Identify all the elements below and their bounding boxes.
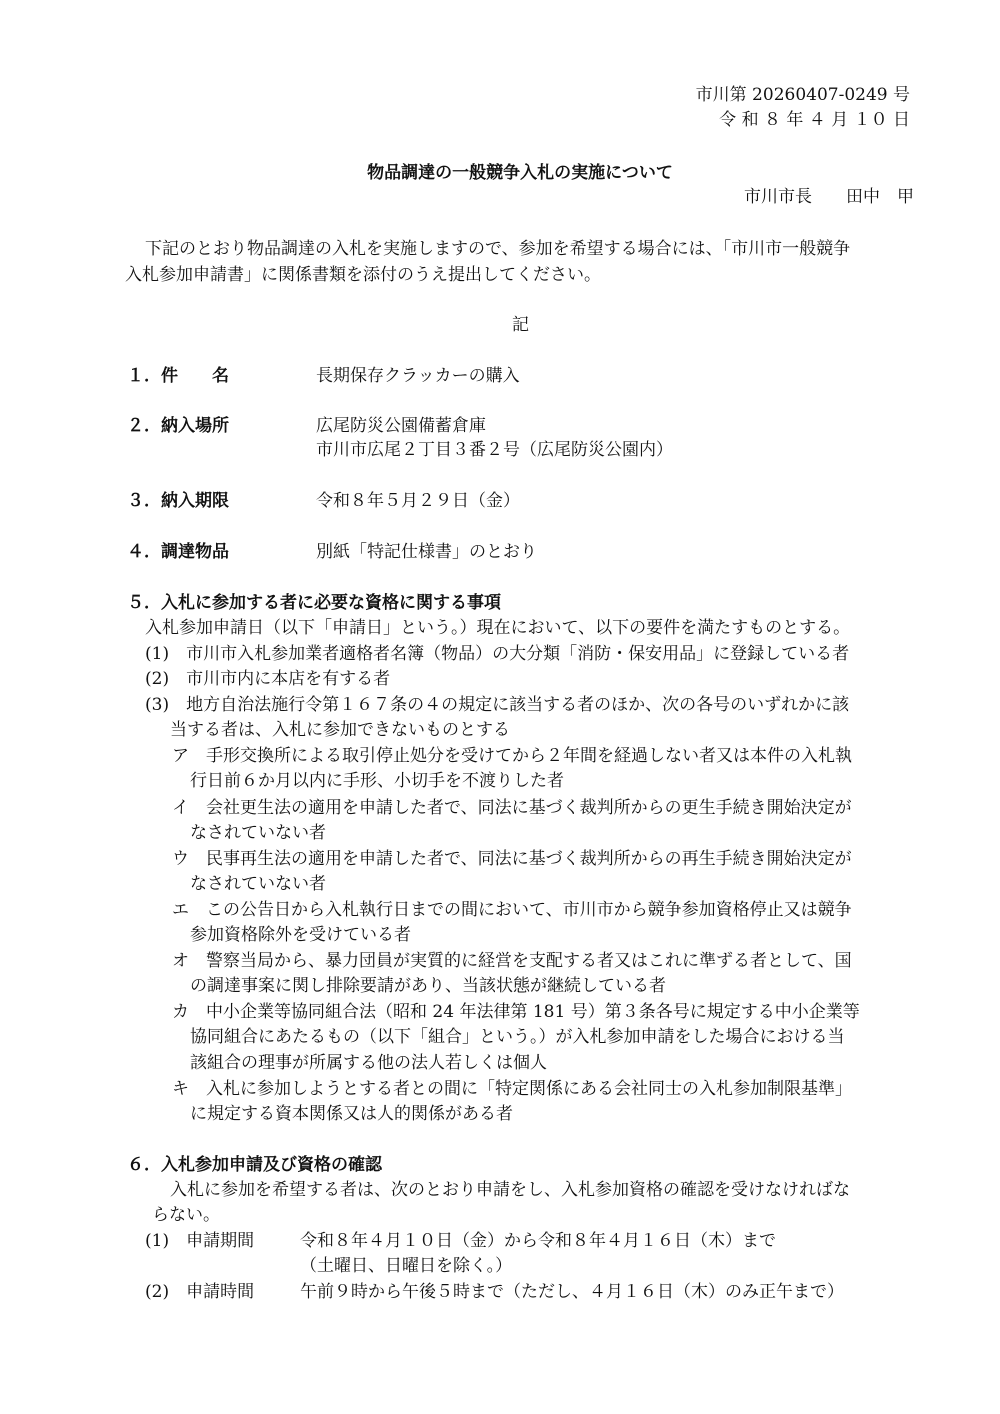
subitem-ki-line-1: キ 入札に参加しようとする者との間に「特定関係にある会社同士の入札参加制限基準」 — [172, 1079, 852, 1099]
item-1-value: 長期保存クラッカーの購入 — [316, 366, 520, 386]
document-number: 市川第 20260407-0249 号 — [695, 85, 910, 105]
subitem-o-line-2: の調達事案に関し排除要請があり、当該状態が継続している者 — [190, 976, 666, 996]
item-2-value-2: 市川市広尾２丁目３番２号（広尾防災公園内） — [316, 440, 673, 460]
issuer: 市川市長 田中 甲 — [744, 187, 914, 207]
subitem-a-line-1: ア 手形交換所による取引停止処分を受けてから２年間を経過しない者又は本件の入札執 — [172, 746, 852, 766]
item-1-label: １．件 名 — [127, 366, 229, 386]
section-5-heading: ５．入札に参加する者に必要な資格に関する事項 — [127, 593, 501, 613]
item-3-value: 令和８年５月２９日（金） — [316, 491, 520, 511]
application-hours-label: (2) 申請時間 — [145, 1282, 255, 1302]
subitem-u-line-1: ウ 民事再生法の適用を申請した者で、同法に基づく裁判所からの再生手続き開始決定が — [172, 849, 852, 869]
item-2-label: ２．納入場所 — [127, 416, 229, 436]
subitem-ka-line-3: 該組合の理事が所属する他の法人若しくは個人 — [190, 1053, 547, 1073]
section-5-item-3-line-2: 当する者は、入札に参加できないものとする — [170, 720, 510, 740]
application-period-note: （土曜日、日曜日を除く。） — [300, 1256, 513, 1276]
subitem-ka-line-2: 協同組合にあたるもの（以下「組合」という。）が入札参加申請をした場合における当 — [190, 1027, 845, 1047]
application-period-label: (1) 申請期間 — [145, 1231, 255, 1251]
section-5-item-1: (1) 市川市入札参加業者適格者名簿（物品）の大分類「消防・保安用品」に登録している者 — [145, 644, 850, 664]
section-6-heading: ６．入札参加申請及び資格の確認 — [127, 1155, 382, 1175]
item-4-label: ４．調達物品 — [127, 542, 229, 562]
section-5-item-2: (2) 市川市内に本店を有する者 — [145, 669, 391, 689]
subitem-u-line-2: なされていない者 — [190, 874, 326, 894]
subitem-e-line-1: エ この公告日から入札執行日までの間において、市川市から競争参加資格停止又は競争 — [172, 900, 852, 920]
section-6-lead-line-2: らない。 — [152, 1205, 220, 1225]
section-5-item-3-line-1: (3) 地方自治法施行令第１６７条の４の規定に該当する者のほか、次の各号のいずれかに該 — [145, 695, 850, 715]
subitem-i-line-1: イ 会社更生法の適用を申請した者で、同法に基づく裁判所からの更生手続き開始決定が — [172, 798, 852, 818]
subitem-e-line-2: 参加資格除外を受けている者 — [190, 925, 411, 945]
subitem-ka-line-1: カ 中小企業等協同組合法（昭和 24 年法律第 181 号）第３条各号に規定する中小企業等 — [172, 1002, 860, 1022]
subitem-ki-line-2: に規定する資本関係又は人的関係がある者 — [190, 1104, 513, 1124]
intro-line-1: 下記のとおり物品調達の入札を実施しますので、参加を希望する場合には、「市川市一般競争 — [145, 239, 851, 259]
document-date: 令 和 ８ 年 ４ 月 １０ 日 — [719, 110, 910, 130]
subitem-i-line-2: なされていない者 — [190, 823, 326, 843]
item-2-value-1: 広尾防災公園備蓄倉庫 — [316, 416, 486, 436]
item-4-value: 別紙「特記仕様書」のとおり — [316, 542, 537, 562]
section-6-lead-line-1: 入札に参加を希望する者は、次のとおり申請をし、入札参加資格の確認を受けなければな — [170, 1180, 850, 1200]
subitem-a-line-2: 行日前６か月以内に手形、小切手を不渡りした者 — [190, 771, 564, 791]
item-3-label: ３．納入期限 — [127, 491, 229, 511]
document-title: 物品調達の一般競争入札の実施について — [367, 163, 673, 183]
application-hours-value: 午前９時から午後５時まで（ただし、４月１６日（木）のみ正午まで） — [300, 1282, 844, 1302]
subitem-o-line-1: オ 警察当局から、暴力団員が実質的に経営を支配する者又はこれに準ずる者として、国 — [172, 951, 852, 971]
section-5-lead: 入札参加申請日（以下「申請日」という。）現在において、以下の要件を満たすものとする。 — [145, 618, 851, 638]
application-period-value: 令和８年４月１０日（金）から令和８年４月１６日（木）まで — [300, 1231, 776, 1251]
intro-line-2: 入札参加申請書」に関係書類を添付のうえ提出してください。 — [125, 265, 601, 285]
ki-marker: 記 — [512, 315, 529, 335]
